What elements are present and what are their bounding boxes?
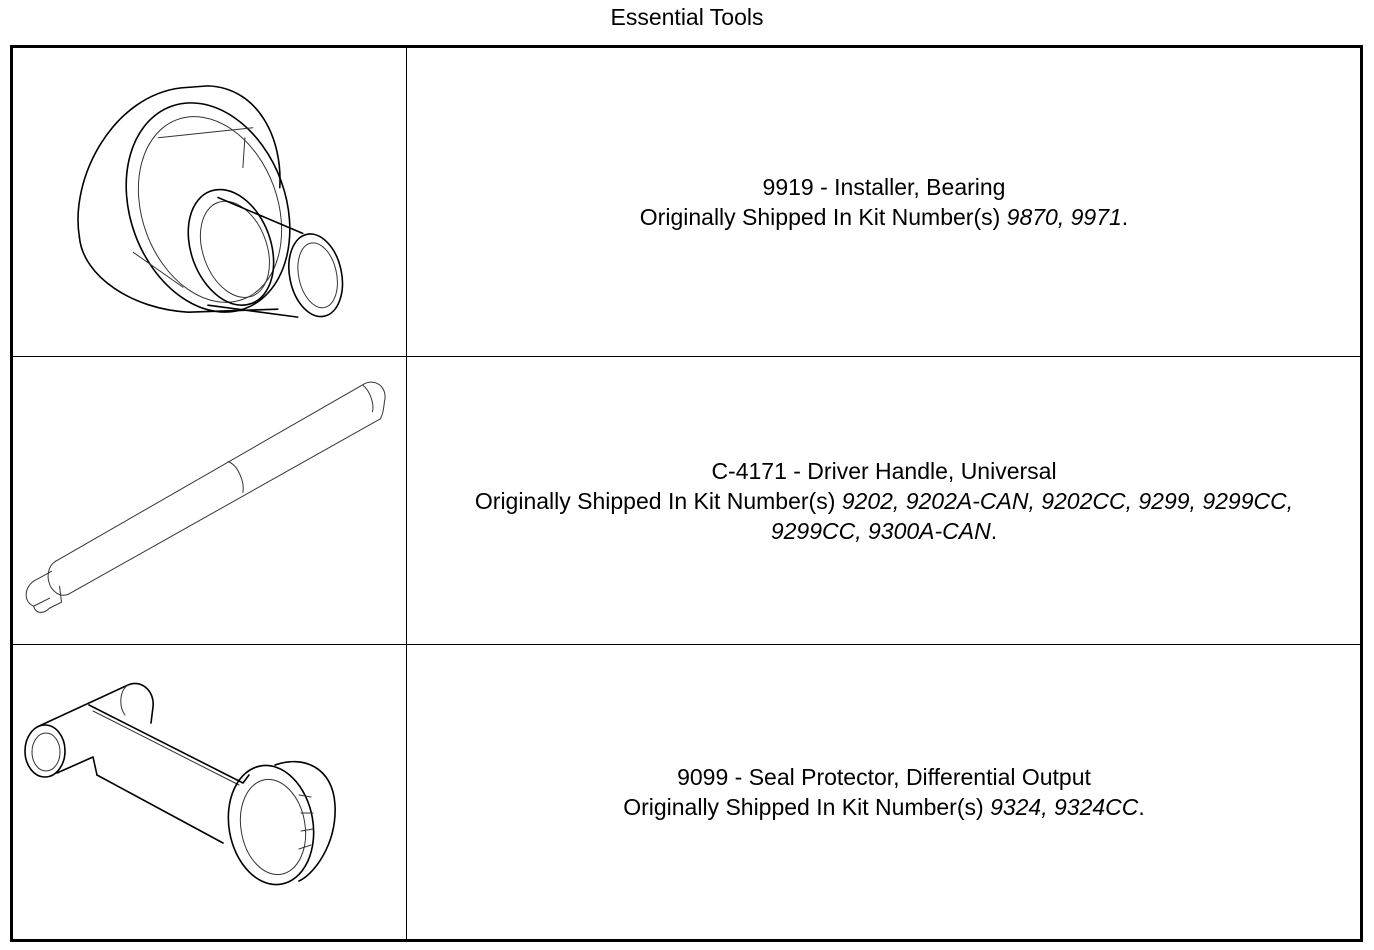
kit-numbers-line (640, 202, 1128, 232)
kit-prefix: Originally Shipped In Kit Number(s) (623, 794, 991, 820)
tool-image-cell (13, 48, 407, 356)
kit-numbers: 9299CC, 9300A-CAN (770, 517, 991, 544)
kit-suffix: . (1138, 794, 1145, 820)
kit-numbers-line (623, 792, 1145, 822)
kit-prefix: Originally Shipped In Kit Number(s) (474, 487, 842, 514)
page-title: Essential Tools (610, 4, 764, 30)
table-row (13, 48, 1360, 357)
tools-table (10, 45, 1363, 942)
driver-handle-icon (13, 357, 407, 644)
tool-name: C-4171 - Driver Handle, Universal (711, 457, 1057, 484)
kit-numbers: 9324, 9324CC (990, 794, 1139, 820)
kit-numbers-line (771, 516, 997, 546)
table-row (13, 645, 1360, 939)
seal-protector-icon (13, 645, 407, 939)
tool-description (408, 645, 1360, 939)
kit-numbers: 9202, 9202A-CAN, 9202CC, 9299, 9299CC, (841, 487, 1294, 514)
tool-image-cell (13, 357, 407, 644)
tool-description (408, 48, 1360, 356)
kit-suffix: . (990, 517, 998, 544)
tool-name: 9099 - Seal Protector, Differential Output (677, 764, 1091, 790)
table-row (13, 357, 1360, 645)
kit-numbers-line (475, 486, 1293, 516)
kit-suffix: . (1121, 204, 1129, 230)
tool-image-cell (13, 645, 407, 939)
bearing-installer-icon (13, 48, 407, 356)
kit-numbers: 9870, 9971 (1006, 204, 1122, 230)
kit-prefix: Originally Shipped In Kit Number(s) (639, 204, 1007, 230)
tool-description (408, 357, 1360, 644)
tool-name: 9919 - Installer, Bearing (762, 174, 1006, 200)
